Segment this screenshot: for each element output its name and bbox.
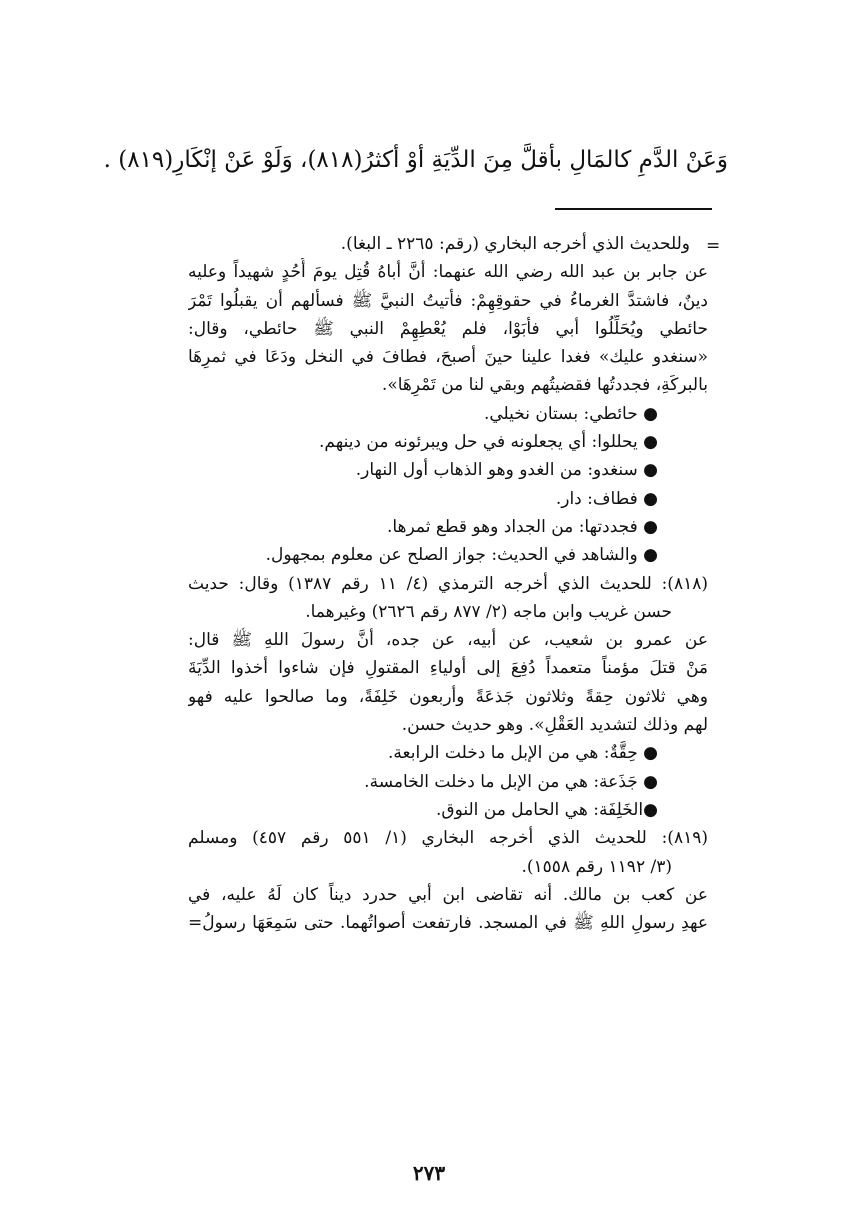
footnote-line: (٣/ ١١٩٢ رقم ١٥٥٨).	[521, 856, 672, 877]
footnote-line: عن كعب بن مالك. أنه تقاضى ابن أبي حدرد ديناً كان لَهُ عليه، في	[188, 884, 708, 905]
glossary-item: ●الخَلِفَة: هي الحامل من النوق.	[435, 799, 658, 820]
glossary-item: ● فجددتها: من الجداد وهو قطع ثمرها.	[386, 516, 658, 537]
footnote-line: وهي ثلاثون حِقةً وثلاثون جَذعَةً وأربعون خَلِفَةً، وما صالحوا عليه فهو	[188, 686, 708, 707]
continuation-mark: =	[706, 236, 721, 256]
footnote-line: عهدِ رسولِ اللهِ ﷺ في المسجد. فارتفعت أصواتُهما. حتى سَمِعَهَا رسولُ=	[188, 913, 708, 934]
footnotes	[188, 230, 708, 937]
footnote-line: بالبركَةِ، فجددتُها فقضيتُهم وبقي لنا من تَمْرِهَا».	[381, 375, 708, 396]
footnote-818-heading: (٨١٨): للحديث الذي أخرجه الترمذي (٤/ ١١ رقم ١٣٨٧) وقال: حديث	[188, 573, 708, 594]
footnote-line: حائطي ويُحَلِّلُوا أبي فأبَوْا، فلم يُعْطِهِمْ النبي ﷺ حائطي، وقال:	[188, 318, 708, 339]
glossary-item: ● حِقَّةٌ: هي من الإبل ما دخلت الرابعة.	[388, 743, 658, 764]
footnote-separator	[555, 208, 712, 210]
footnote-line: دينٌ، فاشتدَّ الغرماءُ في حقوقِهِمْ: فأتيتُ النبيَّ ﷺ فسألهم أن يقبلُوا تَمْرَ	[188, 290, 708, 311]
footnote-line: لهم وذلك لتشديد العَقْلِ». وهو حديث حسن.	[401, 715, 708, 736]
footnote-line: «سنغدو عليك» فغدا علينا حينَ أصبحَ، فطافَ في النخل ودَعَا في ثمرِهَا	[188, 347, 708, 368]
glossary-item: ● حائطي: بستان نخيلي.	[483, 403, 658, 424]
glossary-item: ● جَذَعة: هي من الإبل ما دخلت الخامسة.	[364, 771, 658, 792]
glossary-item: ● فطاف: دار.	[555, 488, 658, 509]
footnote-line: عن عمرو بن شعيب، عن أبيه، عن جده، أنَّ رسولَ اللهِ ﷺ قال:	[188, 630, 708, 651]
verse-line: وَعَنْ الدَّمِ كالمَالِ بأقلَّ مِنَ الدِّيَةِ أوْ أكثرُ(٨١٨)، وَلَوْ عَنْ إنْكَارِ(٨١٩) .	[103, 147, 728, 173]
glossary-item: ● يحللوا: أي يجعلونه في حل ويبرئونه من دينهم.	[319, 432, 658, 453]
footnote-line: حسن غريب وابن ماجه (٢/ ٨٧٧ رقم ٢٦٢٦) وغيرهما.	[305, 601, 672, 622]
page-number: ٢٧٣	[412, 1161, 446, 1185]
footnote-line: مَنْ قتلَ مؤمناً متعمداً دُفِعَ إلى أولياءِ المقتولِ فإن شاءوا أخذوا الدِّيَةَ	[188, 658, 708, 679]
footnote-line: عن جابر بن عبد الله رضي الله عنهما: أنَّ أباهُ قُتِل يومَ أُحُدٍ شهيداً وعليه	[188, 262, 708, 283]
glossary-item: ● والشاهد في الحديث: جواز الصلح عن معلوم بمجهول.	[265, 545, 658, 566]
glossary-item: ● سنغدو: من الغدو وهو الذهاب أول النهار.	[355, 460, 658, 481]
footnote-line: وللحديث الذي أخرجه البخاري (رقم: ٢٢٦٥ ـ البغا).	[340, 234, 690, 254]
footnote-819-heading: (٨١٩): للحديث الذي أخرجه البخاري (١/ ٥٥١ رقم ٤٥٧) ومسلم	[188, 828, 708, 849]
